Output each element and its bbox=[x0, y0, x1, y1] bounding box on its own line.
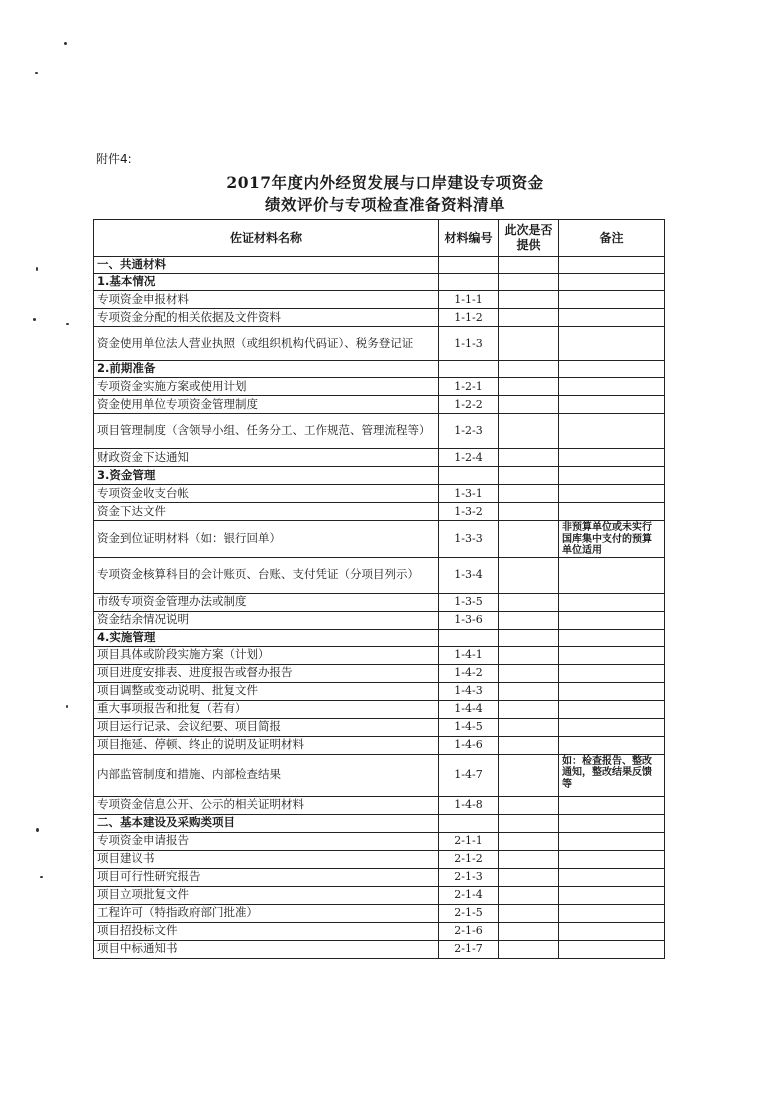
table-row bbox=[94, 485, 665, 503]
header-material-code: 材料编号 bbox=[439, 220, 499, 257]
provided-cell bbox=[499, 327, 559, 361]
note-cell bbox=[559, 257, 665, 274]
table-row bbox=[94, 868, 665, 886]
provided-cell bbox=[499, 718, 559, 736]
provided-cell bbox=[499, 700, 559, 718]
provided-cell bbox=[499, 736, 559, 754]
provided-cell bbox=[499, 904, 559, 922]
table-row bbox=[94, 796, 665, 814]
material-name-cell: 资金下达文件 bbox=[94, 503, 439, 521]
material-name-cell: 项目具体或阶段实施方案（计划） bbox=[94, 646, 439, 664]
note-cell bbox=[559, 327, 665, 361]
provided-cell bbox=[499, 467, 559, 485]
material-name-cell: 专项资金实施方案或使用计划 bbox=[94, 378, 439, 396]
material-name-cell: 专项资金信息公开、公示的相关证明材料 bbox=[94, 796, 439, 814]
material-name-cell: 专项资金申请报告 bbox=[94, 832, 439, 850]
table-header-row bbox=[94, 220, 665, 257]
material-name-cell: 1.基本情况 bbox=[94, 274, 439, 291]
material-code-cell: 2-1-1 bbox=[439, 832, 499, 850]
material-name-cell: 市级专项资金管理办法或制度 bbox=[94, 593, 439, 611]
table-row bbox=[94, 291, 665, 309]
provided-cell bbox=[499, 754, 559, 796]
scan-speck bbox=[66, 705, 68, 708]
material-code-cell: 2-1-5 bbox=[439, 904, 499, 922]
material-name-cell: 项目可行性研究报告 bbox=[94, 868, 439, 886]
provided-cell bbox=[499, 274, 559, 291]
material-code-cell: 1-4-6 bbox=[439, 736, 499, 754]
table-row bbox=[94, 593, 665, 611]
document-title: 2017年度内外经贸发展与口岸建设专项资金 bbox=[226, 173, 544, 192]
note-cell bbox=[559, 449, 665, 467]
scan-speck bbox=[33, 318, 36, 321]
note-cell bbox=[559, 414, 665, 449]
provided-cell bbox=[499, 796, 559, 814]
section-row bbox=[94, 274, 665, 291]
material-name-cell: 二、基本建设及采购类项目 bbox=[94, 814, 439, 832]
material-code-cell bbox=[439, 629, 499, 646]
provided-cell bbox=[499, 396, 559, 414]
provided-cell bbox=[499, 850, 559, 868]
table-row bbox=[94, 396, 665, 414]
note-cell bbox=[559, 922, 665, 940]
material-code-cell: 1-1-3 bbox=[439, 327, 499, 361]
header-material-name: 佐证材料名称 bbox=[94, 220, 439, 257]
material-code-cell bbox=[439, 257, 499, 274]
provided-cell bbox=[499, 503, 559, 521]
material-name-cell: 资金到位证明材料（如：银行回单） bbox=[94, 521, 439, 558]
table-row bbox=[94, 904, 665, 922]
material-code-cell: 1-2-4 bbox=[439, 449, 499, 467]
material-code-cell: 1-4-1 bbox=[439, 646, 499, 664]
note-cell bbox=[559, 274, 665, 291]
table-row bbox=[94, 754, 665, 796]
table-row bbox=[94, 886, 665, 904]
note-cell bbox=[559, 611, 665, 629]
section-row bbox=[94, 361, 665, 378]
material-code-cell: 1-4-2 bbox=[439, 664, 499, 682]
attachment-label: 附件4: bbox=[96, 152, 132, 166]
provided-cell bbox=[499, 682, 559, 700]
material-code-cell: 1-4-5 bbox=[439, 718, 499, 736]
scan-speck bbox=[35, 72, 38, 74]
table-row bbox=[94, 646, 665, 664]
material-name-cell: 项目进度安排表、进度报告或督办报告 bbox=[94, 664, 439, 682]
note-cell bbox=[559, 700, 665, 718]
note-cell bbox=[559, 736, 665, 754]
note-cell bbox=[559, 309, 665, 327]
note-cell bbox=[559, 557, 665, 593]
material-code-cell: 1-4-4 bbox=[439, 700, 499, 718]
material-code-cell: 1-3-6 bbox=[439, 611, 499, 629]
section-row bbox=[94, 467, 665, 485]
provided-cell bbox=[499, 664, 559, 682]
material-name-cell: 专项资金收支台帐 bbox=[94, 485, 439, 503]
material-code-cell: 2-1-2 bbox=[439, 850, 499, 868]
note-cell: 非预算单位或未实行国库集中支付的预算单位适用 bbox=[559, 521, 665, 558]
material-code-cell bbox=[439, 814, 499, 832]
table-row bbox=[94, 682, 665, 700]
provided-cell bbox=[499, 361, 559, 378]
material-name-cell: 资金使用单位专项资金管理制度 bbox=[94, 396, 439, 414]
table-row bbox=[94, 664, 665, 682]
table-row bbox=[94, 850, 665, 868]
scan-speck bbox=[36, 267, 38, 271]
material-name-cell: 4.实施管理 bbox=[94, 629, 439, 646]
note-cell bbox=[559, 940, 665, 958]
material-code-cell: 1-2-3 bbox=[439, 414, 499, 449]
table-row bbox=[94, 503, 665, 521]
note-cell bbox=[559, 629, 665, 646]
provided-cell bbox=[499, 291, 559, 309]
provided-cell bbox=[499, 922, 559, 940]
material-code-cell: 1-3-3 bbox=[439, 521, 499, 558]
table-row bbox=[94, 700, 665, 718]
material-code-cell: 1-3-1 bbox=[439, 485, 499, 503]
material-name-cell: 项目运行记录、会议纪要、项目简报 bbox=[94, 718, 439, 736]
table-row bbox=[94, 309, 665, 327]
provided-cell bbox=[499, 557, 559, 593]
note-cell bbox=[559, 593, 665, 611]
provided-cell bbox=[499, 940, 559, 958]
note-cell bbox=[559, 886, 665, 904]
table-row bbox=[94, 940, 665, 958]
material-name-cell: 财政资金下达通知 bbox=[94, 449, 439, 467]
materials-checklist-table bbox=[93, 219, 665, 959]
material-name-cell: 工程许可（特指政府部门批准） bbox=[94, 904, 439, 922]
note-cell bbox=[559, 904, 665, 922]
material-name-cell: 项目立项批复文件 bbox=[94, 886, 439, 904]
material-name-cell: 资金结余情况说明 bbox=[94, 611, 439, 629]
section-row bbox=[94, 814, 665, 832]
document-subtitle: 绩效评价与专项检查准备资料清单 bbox=[264, 195, 505, 214]
section-row bbox=[94, 629, 665, 646]
note-cell bbox=[559, 682, 665, 700]
provided-cell bbox=[499, 646, 559, 664]
scan-speck bbox=[40, 876, 43, 878]
material-name-cell: 重大事项报告和批复（若有） bbox=[94, 700, 439, 718]
table-row bbox=[94, 922, 665, 940]
material-code-cell: 1-4-7 bbox=[439, 754, 499, 796]
material-name-cell: 项目建议书 bbox=[94, 850, 439, 868]
material-code-cell: 1-1-2 bbox=[439, 309, 499, 327]
material-code-cell: 2-1-3 bbox=[439, 868, 499, 886]
scan-speck bbox=[36, 828, 39, 832]
provided-cell bbox=[499, 611, 559, 629]
table-row bbox=[94, 521, 665, 558]
table-row bbox=[94, 378, 665, 396]
section-row bbox=[94, 257, 665, 274]
provided-cell bbox=[499, 521, 559, 558]
provided-cell bbox=[499, 629, 559, 646]
note-cell bbox=[559, 832, 665, 850]
provided-cell bbox=[499, 449, 559, 467]
table-row bbox=[94, 557, 665, 593]
note-cell bbox=[559, 796, 665, 814]
note-cell bbox=[559, 485, 665, 503]
note-cell: 如：检查报告、整改通知，整改结果反馈等 bbox=[559, 754, 665, 796]
note-cell bbox=[559, 718, 665, 736]
table-row bbox=[94, 832, 665, 850]
material-name-cell: 项目中标通知书 bbox=[94, 940, 439, 958]
material-code-cell: 1-2-1 bbox=[439, 378, 499, 396]
table-row bbox=[94, 718, 665, 736]
material-name-cell: 专项资金核算科目的会计账页、台账、支付凭证（分项目列示） bbox=[94, 557, 439, 593]
scan-speck bbox=[64, 42, 67, 45]
note-cell bbox=[559, 291, 665, 309]
material-code-cell bbox=[439, 467, 499, 485]
note-cell bbox=[559, 378, 665, 396]
material-name-cell: 项目招投标文件 bbox=[94, 922, 439, 940]
material-name-cell: 专项资金分配的相关依据及文件资料 bbox=[94, 309, 439, 327]
table-row bbox=[94, 611, 665, 629]
material-name-cell: 专项资金申报材料 bbox=[94, 291, 439, 309]
table-row bbox=[94, 449, 665, 467]
material-name-cell: 内部监管制度和措施、内部检查结果 bbox=[94, 754, 439, 796]
table-row bbox=[94, 327, 665, 361]
note-cell bbox=[559, 850, 665, 868]
material-name-cell: 一、共通材料 bbox=[94, 257, 439, 274]
note-cell bbox=[559, 467, 665, 485]
material-code-cell: 1-4-3 bbox=[439, 682, 499, 700]
material-code-cell: 1-1-1 bbox=[439, 291, 499, 309]
provided-cell bbox=[499, 868, 559, 886]
material-code-cell: 1-3-2 bbox=[439, 503, 499, 521]
provided-cell bbox=[499, 257, 559, 274]
material-code-cell: 2-1-7 bbox=[439, 940, 499, 958]
provided-cell bbox=[499, 309, 559, 327]
header-note: 备注 bbox=[559, 220, 665, 257]
material-code-cell: 1-3-4 bbox=[439, 557, 499, 593]
material-name-cell: 资金使用单位法人营业执照（或组织机构代码证）、税务登记证 bbox=[94, 327, 439, 361]
material-code-cell: 1-4-8 bbox=[439, 796, 499, 814]
material-name-cell: 3.资金管理 bbox=[94, 467, 439, 485]
table-row bbox=[94, 736, 665, 754]
material-code-cell bbox=[439, 274, 499, 291]
material-name-cell: 2.前期准备 bbox=[94, 361, 439, 378]
material-name-cell: 项目调整或变动说明、批复文件 bbox=[94, 682, 439, 700]
note-cell bbox=[559, 814, 665, 832]
scan-speck bbox=[66, 323, 69, 325]
material-code-cell: 1-2-2 bbox=[439, 396, 499, 414]
material-code-cell: 2-1-6 bbox=[439, 922, 499, 940]
material-name-cell: 项目拖延、停顿、终止的说明及证明材料 bbox=[94, 736, 439, 754]
provided-cell bbox=[499, 414, 559, 449]
note-cell bbox=[559, 664, 665, 682]
material-name-cell: 项目管理制度（含领导小组、任务分工、工作规范、管理流程等） bbox=[94, 414, 439, 449]
material-code-cell: 2-1-4 bbox=[439, 886, 499, 904]
material-code-cell bbox=[439, 361, 499, 378]
note-cell bbox=[559, 868, 665, 886]
header-provided: 此次是否提供 bbox=[499, 220, 559, 257]
provided-cell bbox=[499, 814, 559, 832]
provided-cell bbox=[499, 378, 559, 396]
provided-cell bbox=[499, 593, 559, 611]
note-cell bbox=[559, 396, 665, 414]
provided-cell bbox=[499, 485, 559, 503]
note-cell bbox=[559, 646, 665, 664]
note-cell bbox=[559, 361, 665, 378]
table-row bbox=[94, 414, 665, 449]
material-code-cell: 1-3-5 bbox=[439, 593, 499, 611]
note-cell bbox=[559, 503, 665, 521]
provided-cell bbox=[499, 832, 559, 850]
provided-cell bbox=[499, 886, 559, 904]
